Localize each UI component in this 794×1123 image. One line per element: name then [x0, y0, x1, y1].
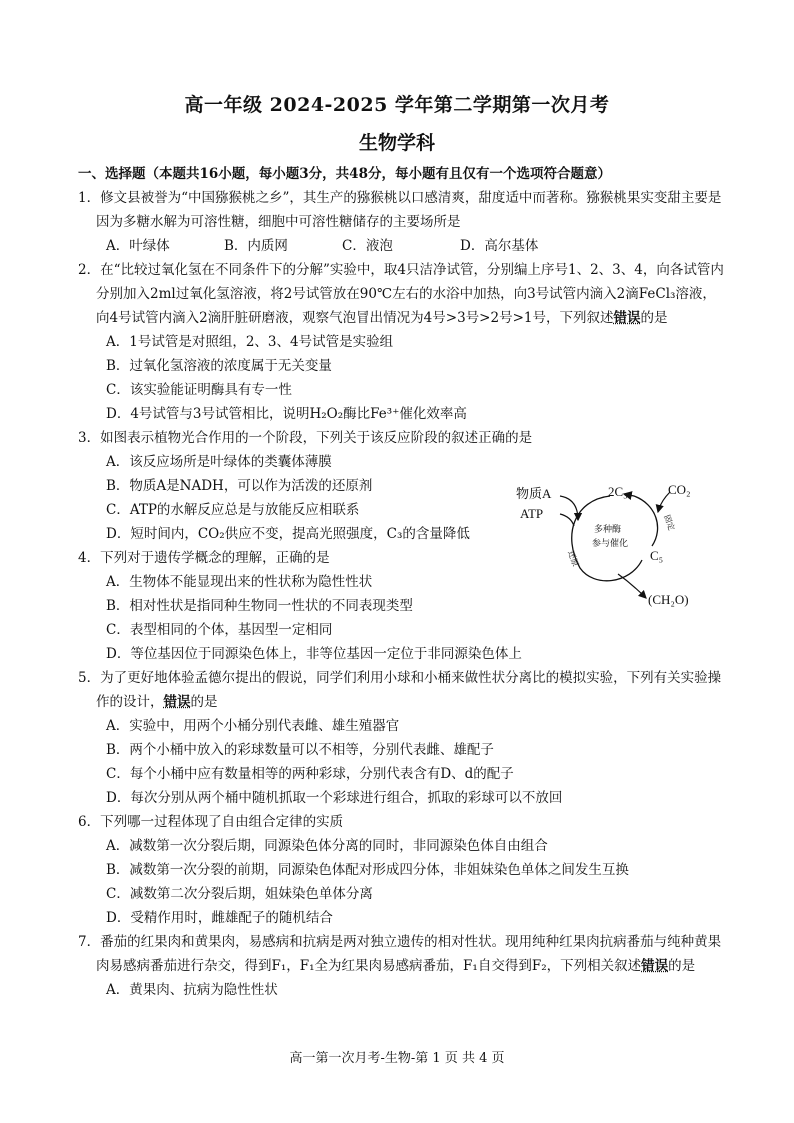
question-1 [78, 186, 724, 258]
substance-a-label: 物质A [516, 486, 552, 501]
option-a: A．生物体不能显现出来的性状称为隐性性状 [106, 574, 373, 590]
section-heading: 一、选择题（本题共16小题，每小题3分，共48分，每小题有且仅有一个选项符合题意） [78, 166, 611, 182]
option-c: C．表型相同的个体，基因型一定相同 [106, 622, 333, 638]
stem-text: 的是 [668, 958, 696, 974]
question-2 [78, 258, 724, 426]
question-stem: 3．如图表示植物光合作用的一个阶段，下列关于该反应阶段的叙述正确的是 [78, 430, 533, 446]
question-7 [78, 930, 724, 1002]
stem-emphasis: 错误 [641, 958, 669, 974]
option-d: D．短时间内，CO₂供应不变，提高光照强度，C₃的含量降低 [106, 526, 470, 542]
question-stem [78, 666, 724, 714]
option-c: C．ATP的水解反应总是与放能反应相联系 [106, 502, 360, 518]
option-b: B．两个小桶中放入的彩球数量可以不相等，分别代表雌、雄配子 [106, 742, 494, 758]
option-a: A．1号试管是对照组，2、3、4号试管是实验组 [106, 334, 394, 350]
question-stem [78, 930, 724, 978]
option-b: B．过氧化氢溶液的浓度属于无关变量 [106, 358, 332, 374]
stem-emphasis: 错误 [613, 310, 641, 326]
subject-title: 生物学科 [358, 132, 435, 154]
reduction-label: 还原 [566, 549, 581, 568]
stem-text: 2．在“比较过氧化氢在不同条件下的分解”实验中，取4只洁净试管，分别编上序号1、2、3、4，向各试管内分别加入2ml过氧化氢溶液，将2号试管放在90℃左右的水浴中加热，向3号试管内滴入2滴FeCl₃溶液，向4号试管内滴入2滴肝脏研磨液，观察气泡冒出情况为4号>3号>2号>1号，下列叙述 [78, 262, 724, 326]
stem-emphasis: 错误 [163, 694, 191, 710]
ch2o-label: (CH₂O) [648, 592, 689, 607]
question-6 [78, 810, 724, 930]
option-d: D．等位基因位于同源染色体上，非等位基因一定位于非同源染色体上 [106, 646, 522, 662]
exam-title: 高一年级 2024-2025 学年第二学期第一次月考 [184, 94, 610, 116]
option-b: B．物质A是NADH，可以作为活泼的还原剂 [106, 478, 373, 494]
option-b: B．减数第一次分裂的前期，同源染色体配对形成四分体，非姐妹染色单体之间发生互换 [106, 862, 629, 878]
fixation-label: 固定 [662, 513, 677, 532]
fixation-arrow [624, 494, 658, 546]
option-b: B．内质网 [224, 238, 288, 254]
option-d: D．每次分别从两个桶中随机抓取一个彩球进行组合，抓取的彩球可以不放回 [106, 790, 563, 806]
atp-label: ATP [520, 506, 544, 521]
option-c: C．每个小桶中应有数量相等的两种彩球，分别代表含有D、d的配子 [106, 766, 514, 782]
option-c: C．减数第二次分裂后期，姐妹染色单体分离 [106, 886, 373, 902]
option-a: A．叶绿体 [106, 238, 170, 254]
option-c: C．该实验能证明酶具有专一性 [106, 382, 292, 398]
option-a: A．黄果肉、抗病为隐性性状 [106, 982, 278, 998]
option-d: D．受精作用时，雌雄配子的随机结合 [106, 910, 333, 926]
question-stem: 1．修文县被誉为“中国猕猴桃之乡”，其生产的猕猴桃以口感清爽，甜度适中而著称。猕猴桃果实变甜主要是因为多糖水解为可溶性糖，细胞中可溶性糖储存的主要场所是 [78, 190, 722, 230]
atp-arrow [560, 514, 574, 526]
stem-text: 7．番茄的红果肉和黄果肉，易感病和抗病是两对独立遗传的相对性状。现用纯种红果肉抗病番茄与纯种黄果肉易感病番茄进行杂交，得到F₁，F₁全为红果肉易感病番茄，F₁自交得到F₂，下列相关叙述 [78, 934, 722, 974]
page-footer: 高一第一次月考-生物-第 1 页 共 4 页 [289, 1051, 505, 1066]
question-stem: 6．下列哪一过程体现了自由组合定律的实质 [78, 814, 344, 830]
question-stem [78, 258, 724, 330]
stem-text: 的是 [640, 310, 668, 326]
option-c: C．液泡 [342, 238, 393, 254]
question-stem: 4．下列对于遗传学概念的理解，正确的是 [78, 550, 330, 566]
option-b: B．相对性状是指同种生物同一性状的不同表现类型 [106, 598, 413, 614]
option-d: D．4号试管与3号试管相比，说明H₂O₂酶比Fe³⁺催化效率高 [106, 406, 467, 422]
stem-text: 的是 [190, 694, 218, 710]
stem-text: 5．为了更好地体验孟德尔提出的假说，同学们利用小球和小桶来做性状分离比的模拟实验，下列有关实验操作的设计， [78, 670, 722, 710]
option-a: A．实验中，用两个小桶分别代表雌、雄生殖器官 [106, 718, 400, 734]
question-5 [78, 666, 724, 810]
calvin-cycle-diagram [514, 476, 714, 616]
catalysis-label: 参与催化 [592, 538, 629, 548]
c5-label: C₅ [650, 548, 664, 563]
substance-a-arrow [560, 496, 578, 520]
co2-label: CO₂ [668, 482, 691, 497]
option-row [78, 234, 724, 258]
option-a: A．减数第一次分裂后期，同源染色体分离的同时，非同源染色体自由组合 [106, 838, 548, 854]
ch2o-arrow [618, 574, 646, 598]
c3-label: 2C₃ [608, 484, 628, 499]
option-d: D．高尔基体 [460, 238, 539, 254]
enzyme-label: 多种酶 [594, 524, 622, 534]
option-a: A．该反应场所是叶绿体的类囊体薄膜 [106, 454, 332, 470]
